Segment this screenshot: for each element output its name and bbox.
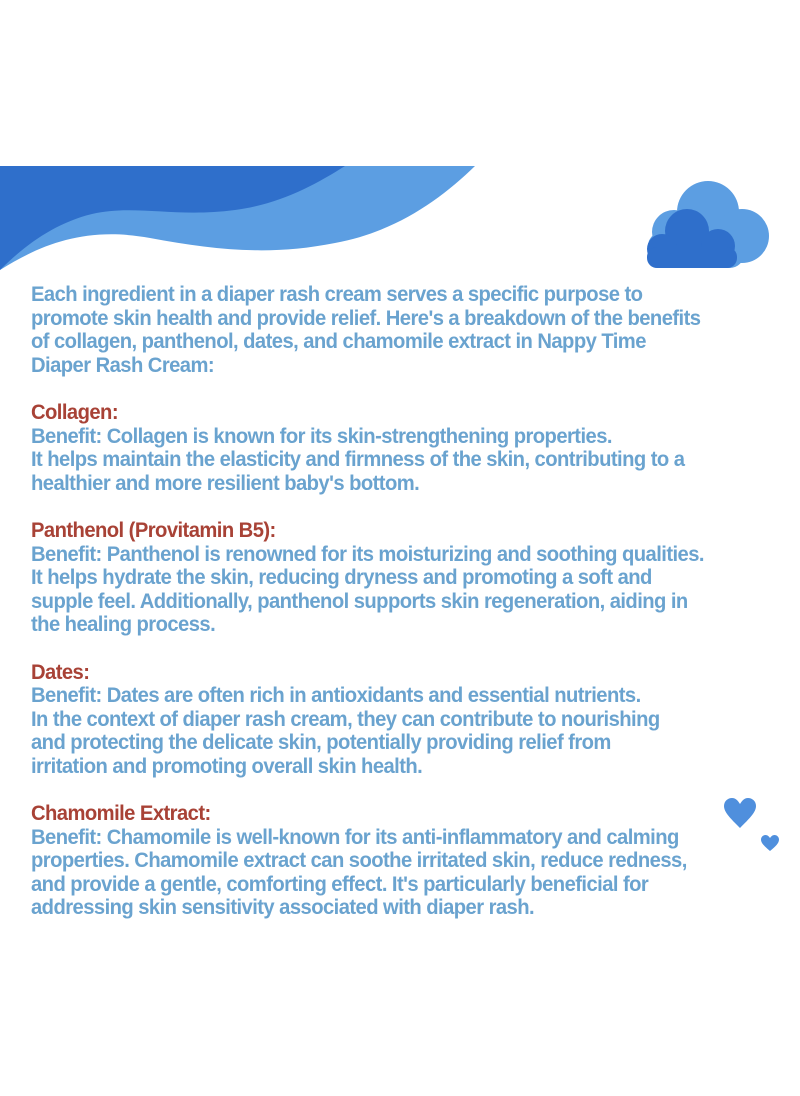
section-line: irritation and promoting overall skin health. [31,753,423,778]
header-decoration [0,0,800,280]
wave-decoration [0,166,475,270]
section-line: addressing skin sensitivity associated with diaper rash. [31,895,535,919]
section-line: properties. Chamomile extract can soothe irritated skin, reduce redness, [31,848,687,872]
section-line: Benefit: Panthenol is renowned for its moisturizing and soothing qualities. [31,541,704,566]
heart-icon [722,796,758,830]
section-heading: Collagen: [31,400,118,424]
intro-line: Each ingredient in a diaper rash cream serves a specific purpose to [31,282,643,306]
section-heading: Chamomile Extract: [31,801,211,825]
heart-icon [760,834,780,852]
section-line: supple feel. Additionally, panthenol supports skin regeneration, aiding in [31,588,688,613]
section-line: Benefit: Collagen is known for its skin-strengthening properties. [31,423,612,448]
section-dates [31,661,738,779]
section-line: In the context of diaper rash cream, they can contribute to nourishing [31,706,660,731]
intro-line: promote skin health and provide relief. Here's a breakdown of the benefits [31,305,701,330]
cloud-icon [647,181,769,268]
article-content [31,283,738,920]
section-line: It helps hydrate the skin, reducing dryness and promoting a soft and [31,565,652,589]
intro-line: of collagen, panthenol, dates, and chamomile extract in Nappy Time [31,329,646,353]
section-heading: Panthenol (Provitamin B5): [31,518,276,542]
section-line: healthier and more resilient baby's bottom. [31,470,420,495]
section-line: and provide a gentle, comforting effect. It's particularly beneficial for [31,871,649,896]
section-line: and protecting the delicate skin, potentially providing relief from [31,730,611,754]
intro-line: Diaper Rash Cream: [31,352,215,377]
section-line: It helps maintain the elasticity and firmness of the skin, contributing to a [31,447,685,471]
section-line: Benefit: Chamomile is well-known for its anti-inflammatory and calming [31,824,679,849]
intro-paragraph [31,283,738,377]
section-collagen [31,401,738,495]
section-chamomile [31,802,738,920]
section-panthenol [31,519,738,637]
section-line: the healing process. [31,612,216,636]
section-heading: Dates: [31,659,90,684]
section-line: Benefit: Dates are often rich in antioxidants and essential nutrients. [31,683,641,707]
